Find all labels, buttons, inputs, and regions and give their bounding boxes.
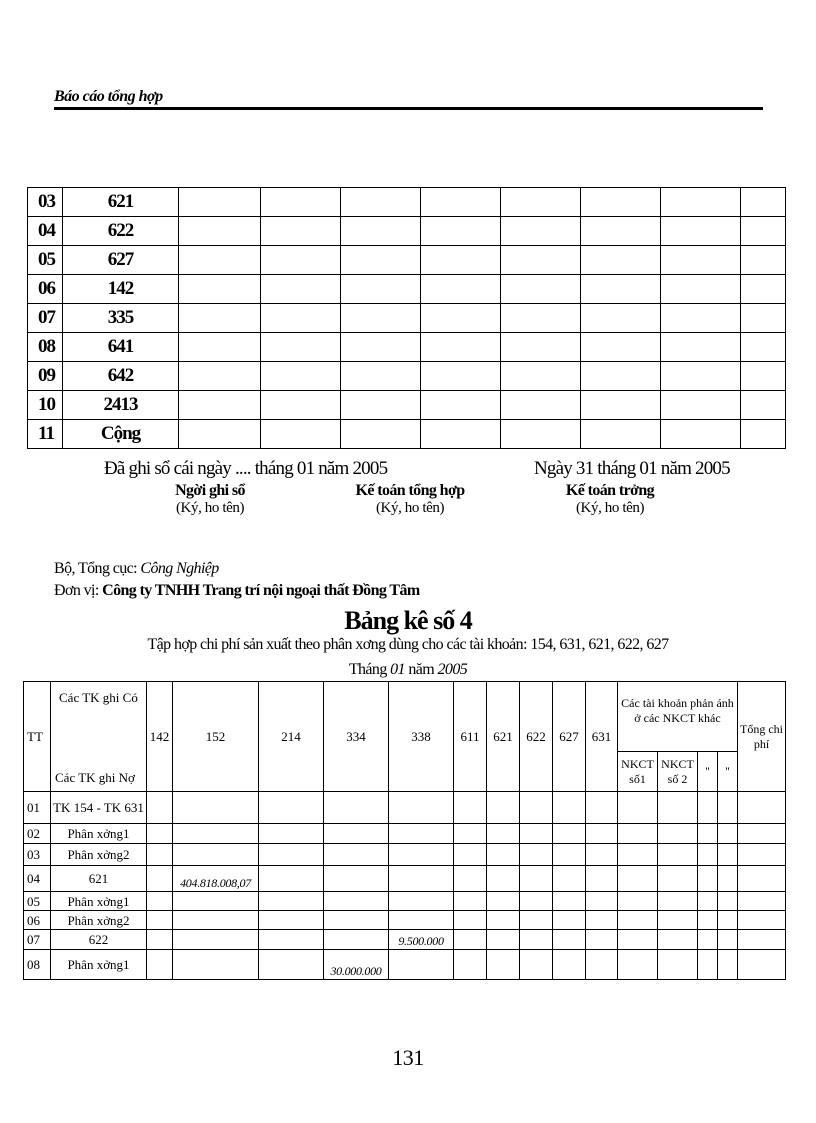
row-label: Phân xởng1	[51, 950, 147, 980]
unit-value: Công ty TNHH Trang trí nội ngoại thất Đồng Tâm	[102, 582, 420, 599]
table4-row	[24, 911, 786, 930]
row-number: 05	[28, 246, 63, 275]
row-label: Phân xởng1	[51, 824, 147, 844]
empty-cell	[341, 217, 421, 246]
amount-152: 404.818.008,07	[173, 866, 259, 892]
empty-cell	[618, 866, 658, 892]
empty-cell	[581, 420, 661, 449]
empty-cell	[421, 246, 501, 275]
ledger-row	[28, 217, 786, 246]
row-label: 621	[51, 866, 147, 892]
empty-cell	[718, 792, 738, 824]
empty-cell	[261, 391, 341, 420]
row-label: Phân xởng1	[51, 892, 147, 911]
signature-chief-accountant	[335, 482, 485, 517]
empty-cell	[658, 792, 698, 824]
empty-cell	[661, 333, 741, 362]
empty-cell	[147, 792, 173, 824]
empty-cell	[421, 275, 501, 304]
empty-cell	[389, 892, 454, 911]
empty-cell	[698, 911, 718, 930]
empty-cell	[454, 866, 487, 892]
empty-cell	[618, 911, 658, 930]
empty-cell	[553, 911, 586, 930]
empty-cell	[487, 824, 520, 844]
col-ditto-2: ''	[718, 752, 738, 792]
empty-cell	[520, 930, 553, 950]
row-label: Phân xởng2	[51, 911, 147, 930]
unit-label: Đơn vị:	[54, 582, 103, 599]
empty-cell	[341, 275, 421, 304]
row-number: 06	[28, 275, 63, 304]
row-number: 08	[28, 333, 63, 362]
empty-cell	[324, 824, 389, 844]
empty-cell	[738, 950, 786, 980]
empty-cell	[718, 950, 738, 980]
empty-cell	[501, 246, 581, 275]
row-label: Phân xởng2	[51, 844, 147, 866]
month-prefix: Tháng	[348, 661, 391, 678]
empty-cell	[421, 362, 501, 391]
empty-cell	[586, 950, 618, 980]
account-code: 627	[63, 246, 179, 275]
col-622: 622	[520, 682, 553, 792]
empty-cell	[520, 792, 553, 824]
col-142: 142	[147, 682, 173, 792]
col-621: 621	[487, 682, 520, 792]
empty-cell	[501, 420, 581, 449]
empty-cell	[553, 824, 586, 844]
sign-date-line: Ngày 31 tháng 01 năm 2005	[534, 458, 730, 479]
empty-cell	[581, 333, 661, 362]
empty-cell	[618, 930, 658, 950]
table4-row	[24, 824, 786, 844]
ministry-value: Công Nghiệp	[140, 560, 219, 577]
empty-cell	[324, 930, 389, 950]
empty-cell	[179, 333, 261, 362]
empty-cell	[618, 892, 658, 911]
empty-cell	[259, 866, 324, 892]
empty-cell	[741, 304, 786, 333]
row-tt: 03	[24, 844, 51, 866]
empty-cell	[581, 304, 661, 333]
empty-cell	[718, 866, 738, 892]
row-tt: 06	[24, 911, 51, 930]
empty-cell	[581, 391, 661, 420]
empty-cell	[147, 911, 173, 930]
empty-cell	[173, 930, 259, 950]
empty-cell	[738, 911, 786, 930]
page-number: 131	[392, 1045, 424, 1070]
empty-cell	[147, 950, 173, 980]
table4-row	[24, 792, 786, 824]
empty-cell	[658, 930, 698, 950]
col-other-nkct: Các tài khoản phản ánh ở các NKCT khác	[618, 682, 738, 752]
empty-cell	[741, 333, 786, 362]
empty-cell	[454, 950, 487, 980]
empty-cell	[147, 930, 173, 950]
empty-cell	[520, 950, 553, 980]
row-number: 03	[28, 188, 63, 217]
empty-cell	[421, 217, 501, 246]
empty-cell	[581, 217, 661, 246]
empty-cell	[741, 362, 786, 391]
empty-cell	[179, 420, 261, 449]
col-total: Tổng chi phí	[738, 682, 786, 792]
empty-cell	[261, 275, 341, 304]
col-334: 334	[324, 682, 389, 792]
col-nkct2: NKCT số 2	[658, 752, 698, 792]
table4-month	[0, 661, 816, 679]
empty-cell	[487, 844, 520, 866]
ledger-row	[28, 362, 786, 391]
empty-cell	[586, 892, 618, 911]
empty-cell	[341, 188, 421, 217]
empty-cell	[618, 950, 658, 980]
empty-cell	[147, 892, 173, 911]
row-number: 04	[28, 217, 63, 246]
empty-cell	[658, 892, 698, 911]
month-mid: năm	[404, 661, 438, 678]
account-code: 641	[63, 333, 179, 362]
empty-cell	[147, 866, 173, 892]
empty-cell	[741, 391, 786, 420]
empty-cell	[179, 362, 261, 391]
empty-cell	[487, 930, 520, 950]
empty-cell	[581, 246, 661, 275]
empty-cell	[454, 892, 487, 911]
ministry-line	[54, 560, 219, 578]
empty-cell	[581, 362, 661, 391]
account-code: 142	[63, 275, 179, 304]
empty-cell	[586, 911, 618, 930]
table4-row	[24, 844, 786, 866]
year-value: 2005	[437, 661, 468, 678]
empty-cell	[581, 188, 661, 217]
empty-cell	[553, 866, 586, 892]
empty-cell	[454, 930, 487, 950]
empty-cell	[698, 824, 718, 844]
empty-cell	[501, 333, 581, 362]
empty-cell	[718, 930, 738, 950]
empty-cell	[661, 420, 741, 449]
empty-cell	[261, 188, 341, 217]
col-tt: TT	[24, 682, 51, 792]
empty-cell	[179, 304, 261, 333]
empty-cell	[553, 950, 586, 980]
empty-cell	[487, 866, 520, 892]
ledger-row	[28, 420, 786, 449]
table4-title: Bảng kê số 4	[344, 606, 472, 635]
empty-cell	[259, 892, 324, 911]
row-label: TK 154 - TK 631	[51, 792, 147, 824]
empty-cell	[741, 188, 786, 217]
empty-cell	[179, 246, 261, 275]
empty-cell	[147, 844, 173, 866]
empty-cell	[421, 420, 501, 449]
empty-cell	[421, 304, 501, 333]
head-accountant-note: (Ký, ho tên)	[575, 500, 645, 516]
empty-cell	[389, 824, 454, 844]
account-code: 2413	[63, 391, 179, 420]
table4-row	[24, 930, 786, 950]
empty-cell	[658, 911, 698, 930]
head-accountant-role: Kế toán trởng	[565, 482, 655, 499]
empty-cell	[738, 930, 786, 950]
empty-cell	[661, 188, 741, 217]
col-611: 611	[454, 682, 487, 792]
empty-cell	[586, 866, 618, 892]
empty-cell	[586, 930, 618, 950]
empty-cell	[698, 892, 718, 911]
empty-cell	[324, 866, 389, 892]
header-rule	[54, 107, 763, 110]
account-code: 621	[63, 188, 179, 217]
empty-cell	[421, 188, 501, 217]
empty-cell	[389, 792, 454, 824]
empty-cell	[173, 911, 259, 930]
table4-row	[24, 950, 786, 980]
ledger-row	[28, 304, 786, 333]
ledger-row	[28, 275, 786, 304]
empty-cell	[173, 950, 259, 980]
row-tt: 05	[24, 892, 51, 911]
row-tt: 04	[24, 866, 51, 892]
empty-cell	[324, 911, 389, 930]
empty-cell	[487, 950, 520, 980]
empty-cell	[586, 824, 618, 844]
empty-cell	[261, 304, 341, 333]
empty-cell	[501, 188, 581, 217]
empty-cell	[259, 950, 324, 980]
empty-cell	[421, 333, 501, 362]
empty-cell	[553, 930, 586, 950]
col-631: 631	[586, 682, 618, 792]
empty-cell	[341, 391, 421, 420]
empty-cell	[661, 304, 741, 333]
report-title: Báo cáo tổng hợp	[54, 88, 163, 105]
empty-cell	[698, 930, 718, 950]
row-label: 622	[51, 930, 147, 950]
empty-cell	[421, 391, 501, 420]
empty-cell	[520, 892, 553, 911]
posted-date-line: Đã ghi sổ cái ngày .... tháng 01 năm 2005	[104, 458, 388, 479]
ledger-table	[27, 187, 786, 449]
row-number: 07	[28, 304, 63, 333]
month-value: 01	[390, 661, 405, 678]
empty-cell	[661, 391, 741, 420]
empty-cell	[259, 930, 324, 950]
empty-cell	[658, 866, 698, 892]
empty-cell	[741, 275, 786, 304]
col-338: 338	[389, 682, 454, 792]
empty-cell	[261, 333, 341, 362]
table4-row	[24, 892, 786, 911]
ledger-row	[28, 188, 786, 217]
empty-cell	[618, 824, 658, 844]
row-number: 10	[28, 391, 63, 420]
empty-cell	[586, 844, 618, 866]
empty-cell	[341, 420, 421, 449]
recorder-note: (Ký, ho tên)	[175, 500, 245, 516]
account-code: Cộng	[63, 420, 179, 449]
unit-line	[54, 582, 420, 600]
empty-cell	[324, 792, 389, 824]
empty-cell	[553, 792, 586, 824]
row-tt: 07	[24, 930, 51, 950]
empty-cell	[454, 844, 487, 866]
amount-334: 30.000.000	[324, 950, 389, 980]
amount-338: 9.500.000	[389, 930, 454, 950]
empty-cell	[389, 950, 454, 980]
empty-cell	[147, 824, 173, 844]
empty-cell	[173, 892, 259, 911]
empty-cell	[658, 824, 698, 844]
empty-cell	[341, 362, 421, 391]
empty-cell	[454, 792, 487, 824]
empty-cell	[741, 420, 786, 449]
empty-cell	[718, 892, 738, 911]
empty-cell	[259, 844, 324, 866]
empty-cell	[261, 246, 341, 275]
empty-cell	[741, 217, 786, 246]
empty-cell	[738, 844, 786, 866]
empty-cell	[553, 892, 586, 911]
col-152: 152	[173, 682, 259, 792]
empty-cell	[259, 911, 324, 930]
empty-cell	[389, 866, 454, 892]
empty-cell	[581, 275, 661, 304]
empty-cell	[501, 217, 581, 246]
corner-debit: Các TK ghi Nợ	[55, 770, 135, 785]
empty-cell	[173, 792, 259, 824]
empty-cell	[738, 824, 786, 844]
empty-cell	[341, 246, 421, 275]
empty-cell	[501, 362, 581, 391]
col-627: 627	[553, 682, 586, 792]
empty-cell	[661, 362, 741, 391]
empty-cell	[718, 824, 738, 844]
empty-cell	[389, 911, 454, 930]
ledger-row	[28, 391, 786, 420]
empty-cell	[487, 792, 520, 824]
account-code: 642	[63, 362, 179, 391]
corner-header	[51, 682, 147, 792]
empty-cell	[341, 333, 421, 362]
empty-cell	[553, 844, 586, 866]
table4	[23, 681, 786, 980]
empty-cell	[618, 792, 658, 824]
row-tt: 08	[24, 950, 51, 980]
col-nkct1: NKCT số1	[618, 752, 658, 792]
empty-cell	[179, 391, 261, 420]
empty-cell	[520, 844, 553, 866]
corner-credit: Các TK ghi Có	[59, 690, 138, 705]
empty-cell	[341, 304, 421, 333]
chief-accountant-role: Kế toán tổng hợp	[355, 482, 465, 499]
empty-cell	[741, 246, 786, 275]
empty-cell	[658, 844, 698, 866]
account-code: 335	[63, 304, 179, 333]
empty-cell	[259, 824, 324, 844]
empty-cell	[324, 892, 389, 911]
empty-cell	[698, 792, 718, 824]
empty-cell	[738, 866, 786, 892]
empty-cell	[618, 844, 658, 866]
empty-cell	[454, 824, 487, 844]
row-number: 09	[28, 362, 63, 391]
empty-cell	[261, 420, 341, 449]
empty-cell	[487, 911, 520, 930]
recorder-role: Ngời ghi sổ	[175, 482, 245, 499]
empty-cell	[454, 911, 487, 930]
empty-cell	[179, 275, 261, 304]
empty-cell	[501, 304, 581, 333]
empty-cell	[389, 844, 454, 866]
ledger-row	[28, 246, 786, 275]
empty-cell	[261, 362, 341, 391]
empty-cell	[658, 950, 698, 980]
empty-cell	[738, 892, 786, 911]
table4-subtitle: Tập hợp chi phí sản xuất theo phân xơng dùng cho các tài khoản: 154, 631, 621, 622, 627	[147, 636, 669, 653]
empty-cell	[179, 217, 261, 246]
empty-cell	[520, 824, 553, 844]
empty-cell	[661, 217, 741, 246]
empty-cell	[718, 844, 738, 866]
empty-cell	[520, 866, 553, 892]
ledger-row	[28, 333, 786, 362]
empty-cell	[173, 844, 259, 866]
account-code: 622	[63, 217, 179, 246]
empty-cell	[487, 892, 520, 911]
col-ditto-1: ''	[698, 752, 718, 792]
empty-cell	[586, 792, 618, 824]
empty-cell	[261, 217, 341, 246]
empty-cell	[718, 911, 738, 930]
empty-cell	[661, 275, 741, 304]
empty-cell	[661, 246, 741, 275]
empty-cell	[173, 824, 259, 844]
signature-head-accountant	[535, 482, 685, 517]
row-number: 11	[28, 420, 63, 449]
empty-cell	[501, 391, 581, 420]
empty-cell	[179, 188, 261, 217]
empty-cell	[738, 792, 786, 824]
ministry-label: Bộ, Tổng cục:	[54, 560, 141, 577]
empty-cell	[520, 911, 553, 930]
empty-cell	[698, 866, 718, 892]
signature-recorder	[140, 482, 280, 517]
col-214: 214	[259, 682, 324, 792]
row-tt: 01	[24, 792, 51, 824]
empty-cell	[698, 950, 718, 980]
empty-cell	[501, 275, 581, 304]
chief-accountant-note: (Ký, ho tên)	[375, 500, 445, 516]
empty-cell	[324, 844, 389, 866]
table4-row	[24, 866, 786, 892]
row-tt: 02	[24, 824, 51, 844]
empty-cell	[698, 844, 718, 866]
empty-cell	[259, 792, 324, 824]
